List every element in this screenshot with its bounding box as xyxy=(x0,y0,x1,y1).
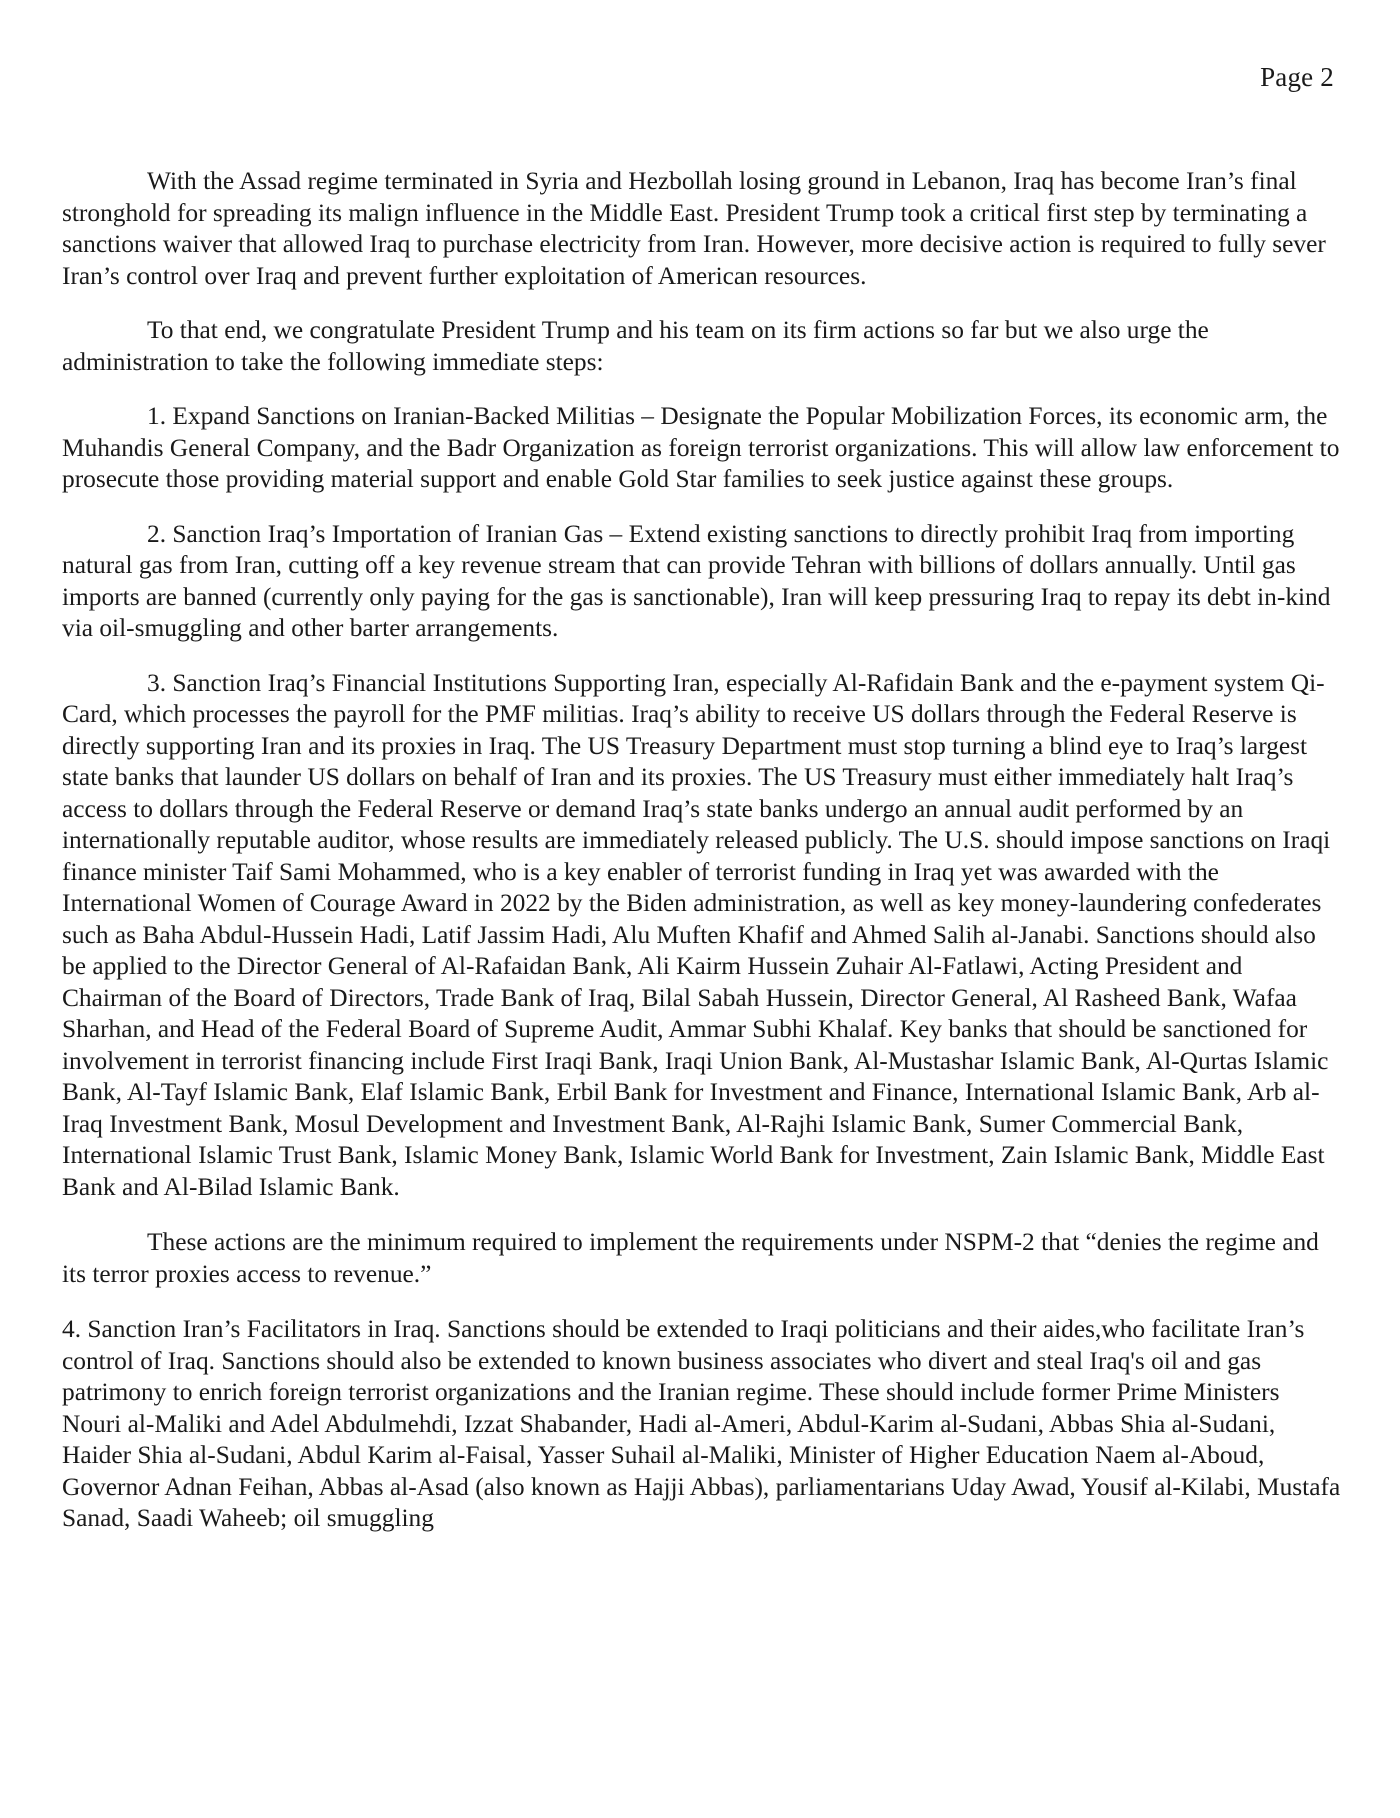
paragraph-steps-intro: To that end, we congratulate President Trump and his team on its firm actions so far but we also urge the administration to take the following immediate steps: xyxy=(62,316,1209,376)
paragraph-step-3: 3. Sanction Iraq’s Financial Institutions Supporting Iran, especially Al-Rafidain Bank and the e-payment system Qi-Card, which processes the payroll for the PMF militias. Iraq’s ability to receive US dollars through the Federal Reserve is directly supporting Iran and its proxies in Iraq. The US Treasury Department must stop turning a blind eye to Iraq’s largest state banks that launder US dollars on behalf of Iran and its proxies. The US Treasury must either immediately halt Iraq’s access to dollars through the Federal Reserve or demand Iraq’s state banks undergo an annual audit performed by an internationally reputable auditor, whose results are immediately released publicly. The U.S. should impose sanctions on Iraqi finance minister Taif Sami Mohammed, who is a key enabler of terrorist funding in Iraq yet was awarded with the International Women of Courage Award in 2022 by the Biden administration, as well as key money-laundering confederates such as Baha Abdul-Hussein Hadi, Latif Jassim Hadi, Alu Muften Khafif and Ahmed Salih al-Janabi. Sanctions should also be applied to the Director General of Al-Rafaidan Bank, Ali Kairm Hussein Zuhair Al-Fatlawi, Acting President and Chairman of the Board of Directors, Trade Bank of Iraq, Bilal Sabah Hussein, Director General, Al Rasheed Bank, Wafaa Sharhan, and Head of the Federal Board of Supreme Audit, Ammar Subhi Khalaf. Key banks that should be sanctioned for involvement in terrorist financing include First Iraqi Bank, Iraqi Union Bank, Al-Mustashar Islamic Bank, Al-Qurtas Islamic Bank, Al-Tayf Islamic Bank, Elaf Islamic Bank, Erbil Bank for Investment and Finance, International Islamic Bank, Arb al-Iraq Investment Bank, Mosul Development and Investment Bank, Al-Rajhi Islamic Bank, Sumer Commercial Bank, International Islamic Trust Bank, Islamic Money Bank, Islamic World Bank for Investment, Zain Islamic Bank, Middle East Bank and Al-Bilad Islamic Bank. xyxy=(62,668,1331,1201)
page-number: Page 2 xyxy=(1260,62,1334,92)
document-body xyxy=(62,166,1342,1557)
paragraph-step-4: 4. Sanction Iran’s Facilitators in Iraq. Sanctions should be extended to Iraqi politicians and their aides,who facilitate Iran’s control of Iraq. Sanctions should also be extended to known business associates who divert and steal Iraq's oil and gas patrimony to enrich foreign terrorist organizations and the Iranian regime. These should include former Prime Ministers Nouri al-Maliki and Adel Abdulmehdi, Izzat Shabander, Hadi al-Ameri, Abdul-Karim al-Sudani, Abbas Shia al-Sudani, Haider Shia al-Sudani, Abdul Karim al-Faisal, Yasser Suhail al-Maliki, Minister of Higher Education Naem al-Aboud, Governor Adnan Feihan, Abbas al-Asad (also known as Hajji Abbas), parliamentarians Uday Awad, Yousif al-Kilabi, Mustafa Sanad, Saadi Waheeb; oil smuggling xyxy=(62,1315,1341,1532)
paragraph-intro: With the Assad regime terminated in Syria and Hezbollah losing ground in Lebanon, Iraq has become Iran’s final stronghold for spreading its malign influence in the Middle East. President Trump took a critical first step by terminating a sanctions waiver that allowed Iraq to purchase electricity from Iran. However, more decisive action is required to fully sever Iran’s control over Iraq and prevent further exploitation of American resources. xyxy=(62,167,1326,290)
paragraph-step-1: 1. Expand Sanctions on Iranian-Backed Militias – Designate the Popular Mobilization Forces, its economic arm, the Muhandis General Company, and the Badr Organization as foreign terrorist organizations. This will allow law enforcement to prosecute those providing material support and enable Gold Star families to seek justice against these groups. xyxy=(62,402,1340,493)
paragraph-step-2: 2. Sanction Iraq’s Importation of Iranian Gas – Extend existing sanctions to directly prohibit Iraq from importing natural gas from Iran, cutting off a key revenue stream that can provide Tehran with billions of dollars annually. Until gas imports are banned (currently only paying for the gas is sanctionable), Iran will keep pressuring Iraq to repay its debt in-kind via oil-smuggling and other barter arrangements. xyxy=(62,519,1331,642)
paragraph-minimum-actions: These actions are the minimum required to implement the requirements under NSPM-2 that “denies the regime and its terror proxies access to revenue.” xyxy=(62,1228,1319,1288)
